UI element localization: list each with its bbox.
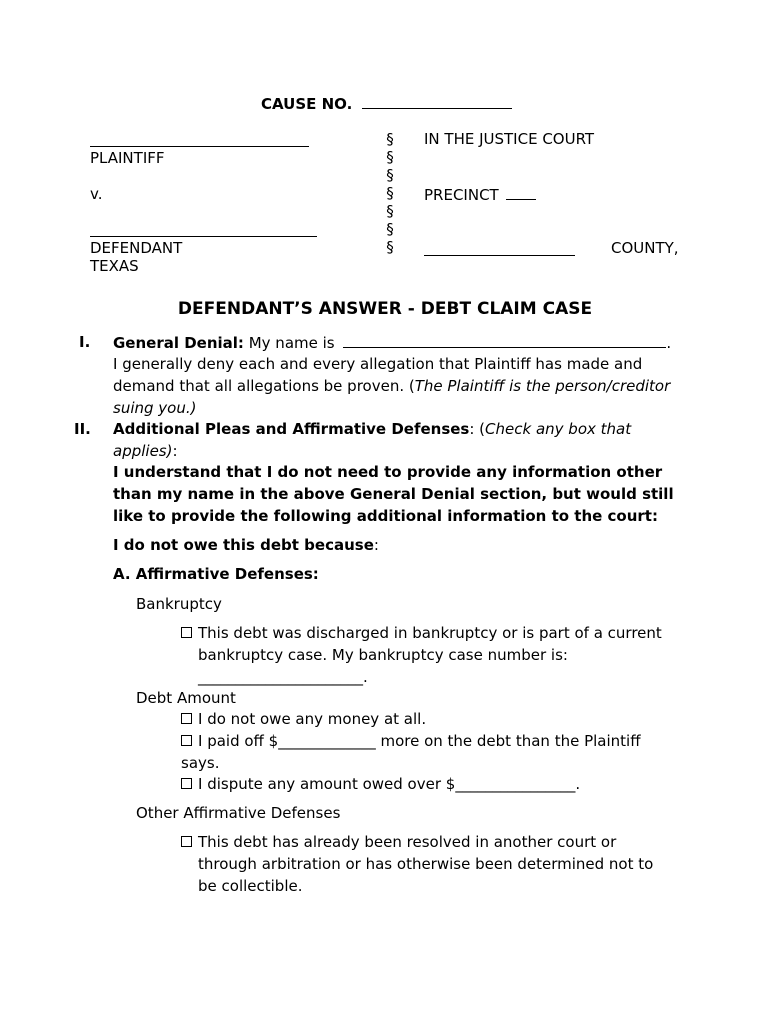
general-denial-body [113, 353, 681, 419]
bankruptcy-text-line2: bankruptcy case. My bankruptcy case number is: [198, 646, 568, 664]
paid-off-text-a: I paid off $ [198, 732, 279, 750]
other-defenses-heading: Other Affirmative Defenses [136, 804, 341, 822]
debt-amount-heading: Debt Amount [136, 689, 236, 707]
bankruptcy-case-number-blank[interactable]: ______________________. [198, 668, 368, 686]
cause-number-blank[interactable] [362, 92, 512, 109]
bankruptcy-heading: Bankruptcy [136, 595, 222, 613]
plaintiff-label: PLAINTIFF [90, 149, 165, 167]
section-1-numeral: I. [79, 333, 91, 351]
no-money-checkbox[interactable] [181, 713, 192, 724]
additional-pleas-heading: Additional Pleas and Affirmative Defenses [113, 420, 470, 438]
no-money-text: I do not owe any money at all. [198, 710, 427, 728]
bankruptcy-text-line1: This debt was discharged in bankruptcy or is part of a current [198, 624, 662, 642]
defendant-name-blank[interactable] [343, 331, 666, 348]
dispute-amount-blank[interactable]: ________________ [455, 775, 576, 793]
debt-item-no-money [181, 708, 426, 730]
resolved-text-line3: be collectible. [198, 877, 303, 895]
pleas-colon: : ( [469, 420, 486, 438]
note-colon: : [172, 442, 178, 460]
resolved-text-line2: through arbitration or has otherwise been determined not to [198, 855, 654, 873]
general-denial-text: I generally deny each and every allegation that Plaintiff has made and demand that all allegations be proven. ( [113, 355, 643, 395]
plaintiff-note: The Plaintiff is the person/creditor suing you.) [113, 377, 671, 417]
document-title: DEFENDANT’S ANSWER - DEBT CLAIM CASE [177, 299, 593, 319]
defendant-label: DEFENDANT [90, 239, 183, 257]
name-intro: My name is [248, 334, 335, 352]
paid-off-text-c: says. [181, 754, 220, 772]
section-symbol: § [386, 220, 394, 238]
court-label: IN THE JUSTICE COURT [424, 130, 595, 148]
section-symbol: § [386, 238, 394, 256]
cause-number-label: CAUSE NO. [261, 95, 353, 113]
debt-item-dispute [181, 773, 580, 795]
cause-number [261, 92, 512, 115]
dispute-text-a: I dispute any amount owed over $ [198, 775, 456, 793]
information-notice: I understand that I do not need to provide any information other than my name in the above General Denial section, but would still like to provide the following additional information to the court: [113, 463, 674, 525]
section-symbol: § [386, 130, 394, 148]
section-symbol: § [386, 202, 394, 220]
affirmative-defenses-heading: A. Affirmative Defenses: [113, 565, 319, 583]
bankruptcy-item [181, 622, 662, 644]
bankruptcy-checkbox[interactable] [181, 627, 192, 638]
owe-heading: I do not owe this debt because [113, 536, 374, 554]
section-2-numeral: II. [74, 420, 91, 438]
general-denial-line [113, 331, 671, 354]
owe-colon: : [373, 536, 379, 554]
section-symbol: § [386, 148, 394, 166]
name-period: . [666, 334, 672, 352]
dispute-checkbox[interactable] [181, 778, 192, 789]
debt-item-paid-off [181, 730, 641, 752]
owe-heading-line [113, 534, 379, 556]
section-symbol: § [386, 166, 394, 184]
other-defense-item [181, 831, 616, 853]
county-label: COUNTY, [611, 239, 679, 257]
check-box-note: Check any box that applies) [113, 420, 632, 460]
precinct-label: PRECINCT [424, 186, 499, 204]
section-symbol: § [386, 184, 394, 202]
additional-pleas-line [113, 418, 648, 462]
paid-off-amount-blank[interactable]: _____________ [278, 732, 376, 750]
paid-off-text-b: more on the debt than the Plaintiff [375, 732, 641, 750]
versus-label: v. [90, 185, 103, 203]
resolved-text-line1: This debt has already been resolved in another court or [198, 833, 617, 851]
county-name-line[interactable] [424, 255, 575, 256]
dispute-text-b: . [575, 775, 581, 793]
resolved-checkbox[interactable] [181, 836, 192, 847]
paid-off-checkbox[interactable] [181, 735, 192, 746]
general-denial-heading: General Denial: [113, 334, 244, 352]
precinct-blank[interactable] [506, 183, 536, 200]
precinct-field [424, 183, 536, 206]
texas-label: TEXAS [90, 257, 139, 275]
